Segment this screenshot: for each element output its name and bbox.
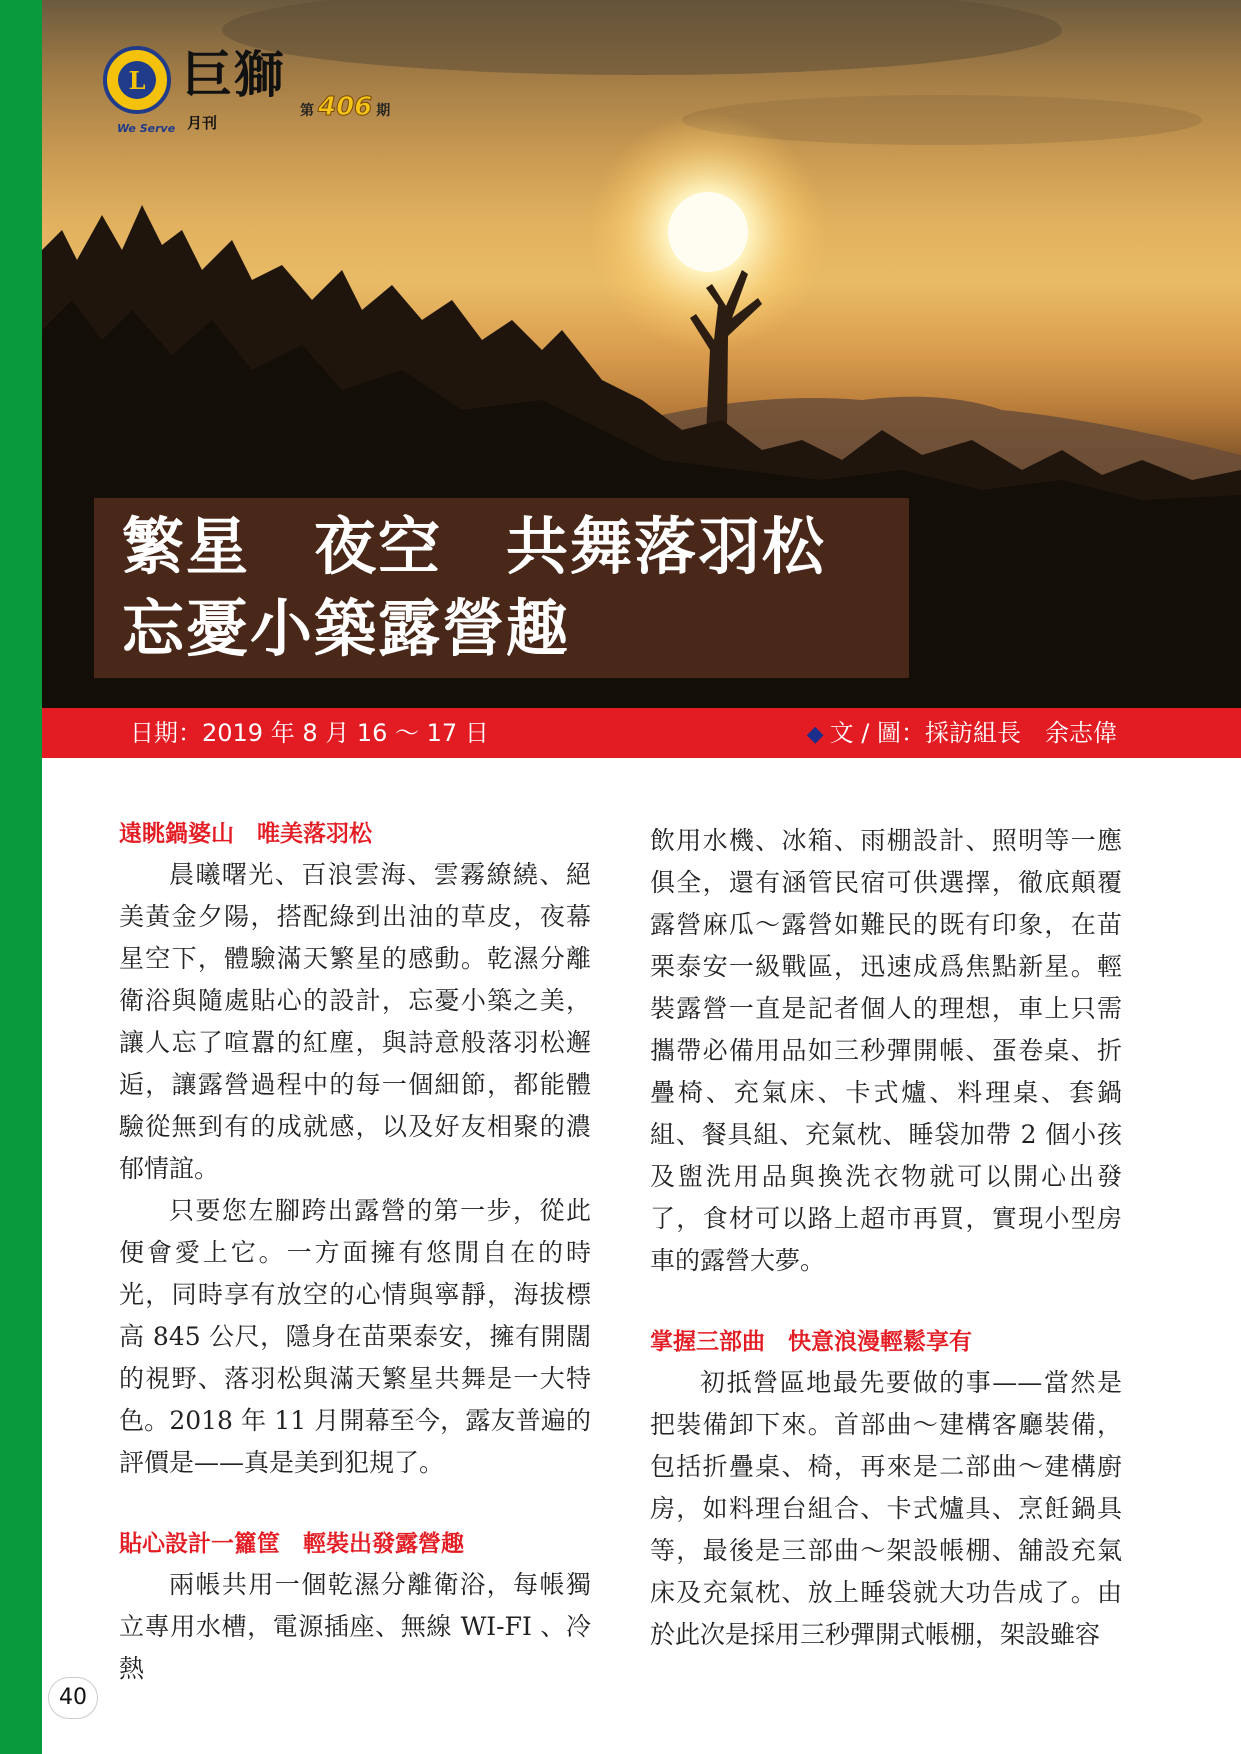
motto: We Serve bbox=[117, 122, 176, 135]
magazine-title: 巨獅 bbox=[182, 45, 286, 104]
left-green-stripe bbox=[0, 0, 42, 1754]
article-title-box bbox=[94, 498, 909, 678]
lions-emblem bbox=[102, 44, 172, 118]
section-heading: 遠眺鍋婆山 唯美落羽松 bbox=[119, 821, 372, 847]
cloud bbox=[222, 0, 1062, 75]
info-bar bbox=[42, 708, 1241, 758]
sun bbox=[668, 192, 748, 272]
svg-text:L: L bbox=[128, 66, 146, 95]
author-text: 文 / 圖：採訪組長 余志偉 bbox=[829, 719, 1117, 747]
page-number: 40 bbox=[48, 1677, 98, 1719]
issue-prefix: 第 bbox=[300, 103, 314, 119]
diamond-icon: ◆ bbox=[806, 722, 824, 747]
title-line-2: 忘憂小築露營趣 bbox=[122, 592, 571, 665]
right-column bbox=[650, 820, 1122, 1656]
paragraph: 飲用水機、冰箱、雨棚設計、照明等一應俱全，還有涵管民宿可供選擇，徹底顛覆露營麻瓜～露營如難民的既有印象，在苗栗泰安一級戰區，迅速成爲焦點新星。輕裝露營一直是記者個人的理想，車上只需攜帶必備用品如三秒彈開帳、蛋卷桌、折疊椅、充氣床、卡式爐、料理桌、套鍋組、餐具組、充氣枕、睡袋加帶 2 個小孩及盥洗用品與換洗衣物就可以開心出發了，食材可以路上超市再買，實現小型房車的露營大夢。 bbox=[650, 826, 1122, 1275]
paragraph: 晨曦曙光、百浪雲海、雲霧繚繞、絕美黃金夕陽，搭配綠到出油的草皮，夜幕星空下，體驗滿天繁星的感動。乾濕分離衛浴與隨處貼心的設計，忘憂小築之美，讓人忘了喧囂的紅塵，與詩意般落羽松邂逅，讓露營過程中的每一個細節，都能體驗從無到有的成就感，以及好友相聚的濃郁情誼。 bbox=[119, 860, 591, 1183]
magazine-subtitle: 月刊 bbox=[187, 114, 218, 132]
issue-label bbox=[300, 92, 390, 122]
left-column bbox=[119, 814, 591, 1690]
event-date: 日期：2019 年 8 月 16 ～ 17 日 bbox=[130, 719, 489, 747]
issue-suffix: 期 bbox=[376, 103, 391, 119]
section-heading: 掌握三部曲 快意浪漫輕鬆享有 bbox=[650, 1329, 972, 1355]
paragraph: 只要您左腳跨出露營的第一步，從此便會愛上它。一方面擁有悠閒自在的時光，同時享有放空的心情與寧靜，海拔標高 845 公尺，隱身在苗栗泰安，擁有開闊的視野、落羽松與滿天繁星共舞是一大特色。2018 年 11 月開幕至今，露友普遍的評價是——真是美到犯規了。 bbox=[119, 1196, 591, 1477]
lions-logo-icon bbox=[102, 44, 172, 118]
paragraph: 初抵營區地最先要做的事——當然是把裝備卸下來。首部曲～建構客廳裝備，包括折疊桌、椅，再來是二部曲～建構廚房，如料理台組合、卡式爐具、烹飪鍋具等，最後是三部曲～架設帳棚、舖設充氣床及充氣枕、放上睡袋就大功告成了。由於此次是採用三秒彈開式帳棚，架設雖容 bbox=[650, 1368, 1122, 1649]
author-credit bbox=[807, 718, 1117, 750]
title-line-1: 繁星 夜空 共舞落羽松 bbox=[122, 510, 827, 583]
section-heading: 貼心設計一籮筐 輕裝出發露營趣 bbox=[119, 1531, 464, 1557]
issue-number: 406 bbox=[318, 92, 373, 122]
paragraph: 兩帳共用一個乾濕分離衛浴，每帳獨立專用水槽，電源插座、無線 WI-FI 、冷熱 bbox=[119, 1570, 591, 1683]
